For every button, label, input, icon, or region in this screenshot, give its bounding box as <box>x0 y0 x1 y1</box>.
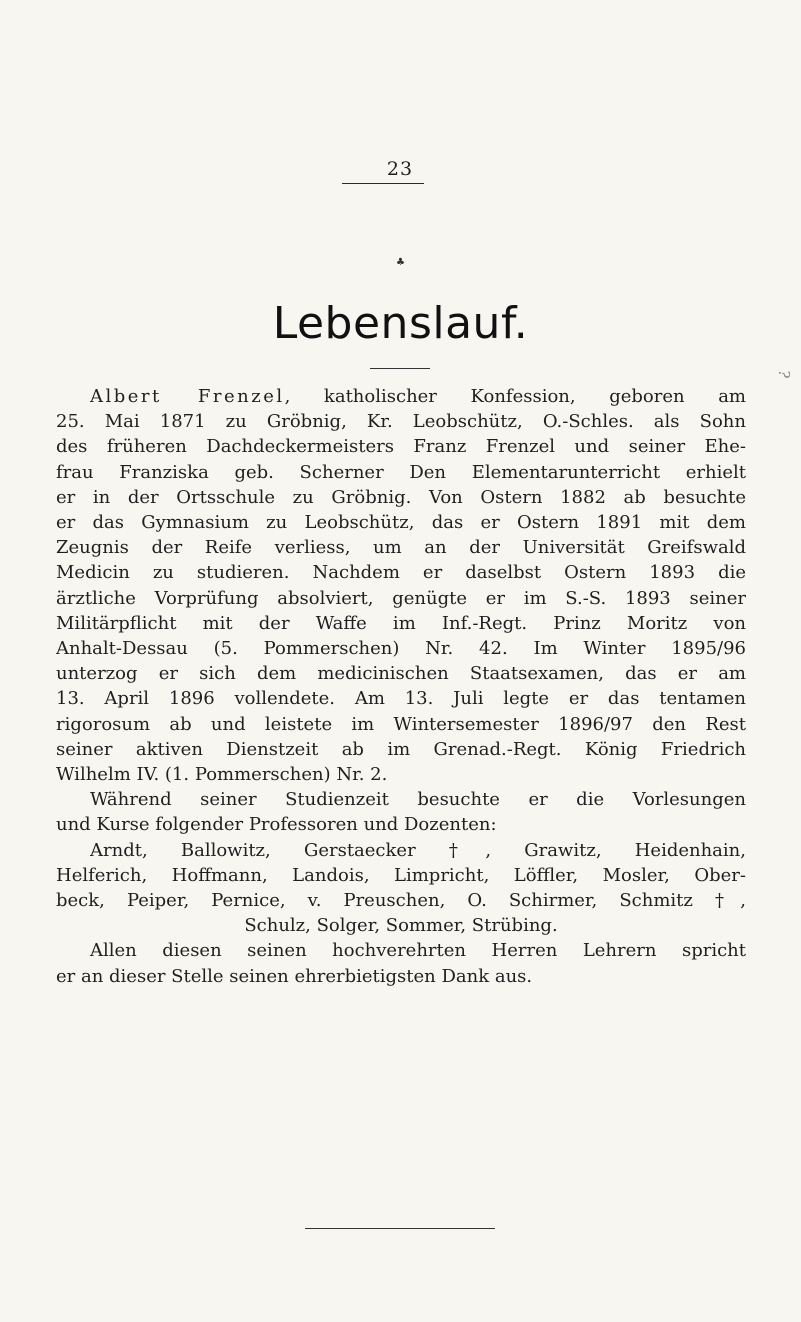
vita-line <box>56 384 746 409</box>
studies-line: Während seiner Studienzeit besuchte er die Vorlesungen <box>90 789 746 811</box>
vita-text <box>56 384 746 989</box>
studies-line: und Kurse folgender Professoren und Dozenten: <box>56 814 497 836</box>
thanks-line: er an dieser Stelle seinen ehrerbietigsten Dank aus. <box>56 965 533 987</box>
person-name: Albert Frenzel <box>90 386 285 407</box>
vita-line-1-rest: , katholischer Konfession, geboren am <box>284 386 746 407</box>
professors-line: Schulz, Solger, Sommer, Strübing. <box>244 915 558 937</box>
professors-line: beck, Peiper, Pernice, v. Preuschen, O. Schirmer, Schmitz †, <box>56 890 746 912</box>
vita-line: 13. April 1896 vollendete. Am 13. Juli legte er das tentamen <box>56 688 746 710</box>
vita-line: rigorosum ab und leistete im Wintersemester 1896/97 den Rest <box>56 713 746 735</box>
professors-line: Arndt, Ballowitz, Gerstaecker †, Grawitz, Heidenhain, <box>90 839 746 861</box>
title-rule <box>370 368 430 369</box>
vita-line: Anhalt-Dessau (5. Pommerschen) Nr. 42. Im Winter 1895/96 <box>56 638 746 660</box>
vita-line: ärztliche Vorprüfung absolviert, genügte er im S.-S. 1893 seiner <box>56 587 746 609</box>
margin-mark: ? <box>774 368 794 380</box>
vita-line: er das Gymnasium zu Leobschütz, das er Ostern 1891 mit dem <box>56 512 746 534</box>
bottom-rule <box>305 1228 495 1229</box>
vita-line: er in der Ortsschule zu Gröbnig. Von Ostern 1882 ab besuchte <box>56 486 746 508</box>
vita-line: Wilhelm IV. (1. Pommerschen) Nr. 2. <box>56 764 388 786</box>
page-number: 23 <box>386 158 414 180</box>
vita-line: Militärpflicht mit der Waffe im Inf.-Regt. Prinz Moritz von <box>56 612 746 634</box>
vita-line: 25. Mai 1871 zu Gröbnig, Kr. Leobschütz, O.-Schles. als Sohn <box>56 411 746 433</box>
page-title: Lebenslauf. <box>272 298 529 349</box>
ornament-icon: ♣ <box>396 257 405 268</box>
page-number-rule <box>342 183 424 184</box>
vita-line: Zeugnis der Reife verliess, um an der Universität Greifswald <box>56 537 746 559</box>
vita-line: frau Franziska geb. Scherner Den Elementarunterricht erhielt <box>56 461 746 483</box>
vita-line: des früheren Dachdeckermeisters Franz Frenzel und seiner Ehe- <box>56 436 746 458</box>
professors-line: Helferich, Hoffmann, Landois, Limpricht, Löffler, Mosler, Ober- <box>56 864 746 886</box>
vita-line: Medicin zu studieren. Nachdem er daselbst Ostern 1893 die <box>56 562 746 584</box>
vita-line: seiner aktiven Dienstzeit ab im Grenad.-Regt. König Friedrich <box>56 738 746 760</box>
thanks-line: Allen diesen seinen hochverehrten Herren Lehrern spricht <box>90 940 746 962</box>
vita-line: unterzog er sich dem medicinischen Staatsexamen, das er am <box>56 663 746 685</box>
